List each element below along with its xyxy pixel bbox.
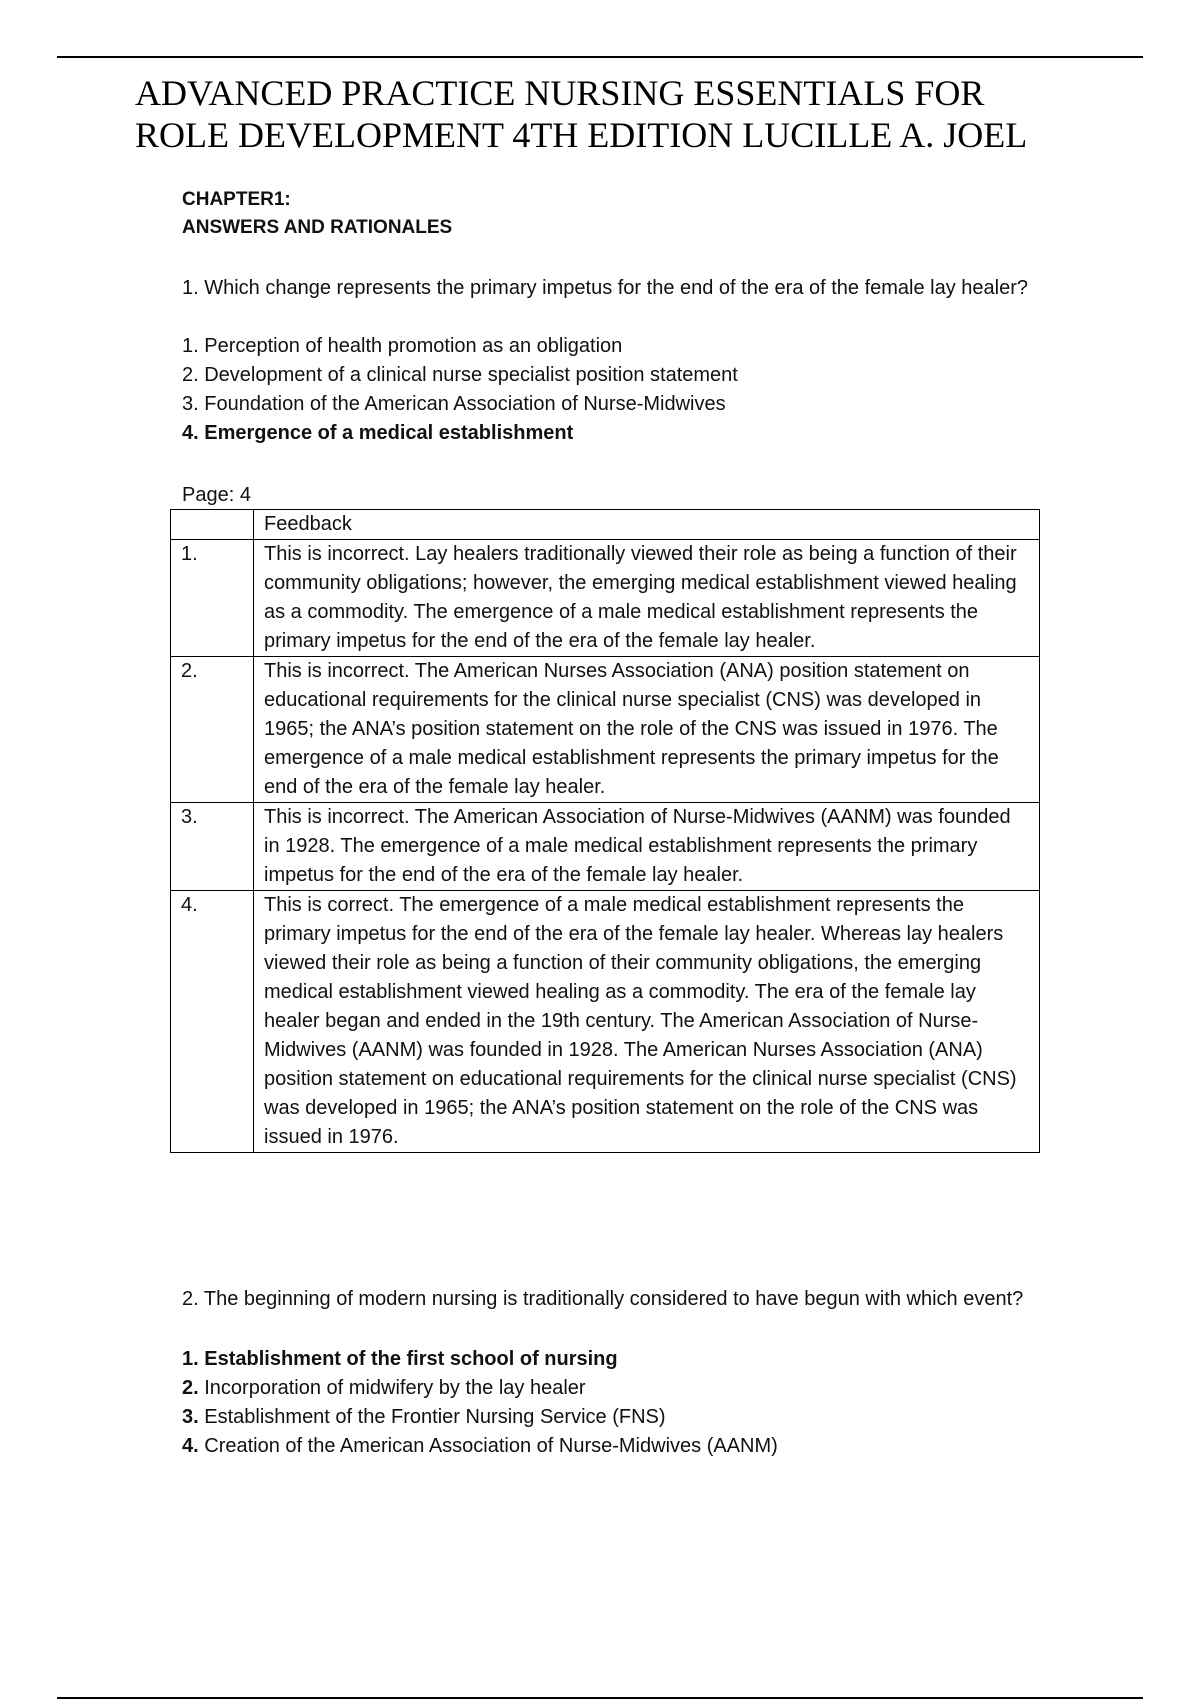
question-2-options — [182, 1345, 778, 1461]
option-text: Establishment of the Frontier Nursing Service (FNS) — [204, 1406, 666, 1428]
question-1-stem: 1. Which change represents the primary impetus for the end of the era of the female lay healer? — [182, 277, 1029, 299]
question-1-option-3: 3. Foundation of the American Association of Nurse-Midwives — [182, 393, 726, 415]
question-1-option-2: 2. Development of a clinical nurse specialist position statement — [182, 364, 738, 386]
feedback-row — [171, 803, 1040, 891]
top-rule — [57, 56, 1143, 58]
chapter-heading: CHAPTER1: — [182, 189, 291, 210]
option-number: 1. — [182, 1348, 199, 1370]
option-text: Establishment of the first school of nursing — [204, 1348, 618, 1370]
feedback-table — [170, 509, 1040, 1153]
feedback-header-row — [171, 510, 1040, 540]
feedback-text: This is incorrect. Lay healers traditionally viewed their role as being a function of their community obligations; however, the emerging medical establishment viewed healing as a commodity. The emergence of a male medical establishment represents the primary impetus for the end of the era of the female lay healer. — [254, 540, 1040, 657]
question-1-option-1: 1. Perception of health promotion as an obligation — [182, 335, 623, 357]
feedback-text: This is incorrect. The American Nurses Association (ANA) position statement on educational requirements for the clinical nurse specialist (CNS) was developed in 1965; the ANA’s position statement on the role of the CNS was issued in 1976. The emergence of a male medical establishment represents the primary impetus for the end of the era of the female lay healer. — [254, 657, 1040, 803]
document-title — [135, 72, 1095, 156]
question-2-stem: 2. The beginning of modern nursing is traditionally considered to have begun with which event? — [182, 1288, 1024, 1310]
page-reference: Page: 4 — [182, 484, 251, 506]
question-1-option-4-correct: 4. Emergence of a medical establishment — [182, 422, 574, 444]
feedback-text: This is correct. The emergence of a male medical establishment represents the primary impetus for the end of the era of the female lay healer. Whereas lay healers viewed their role as being a function of their community obligations, the emerging medical establishment viewed healing as a commodity. The era of the female lay healer began and ended in the 19th century. The American Association of Nurse-Midwives (AANM) was founded in 1928. The American Nurses Association (ANA) position statement on educational requirements for the clinical nurse specialist (CNS) was developed in 1965; the ANA’s position statement on the role of the CNS was issued in 1976. — [254, 891, 1040, 1153]
question-1-options — [182, 332, 738, 448]
option-number: 2. — [182, 1377, 199, 1399]
feedback-header-number-cell — [171, 510, 254, 540]
section-heading: ANSWERS AND RATIONALES — [182, 217, 453, 238]
question-2-option-4 — [182, 1432, 778, 1461]
question-2-option-1-correct — [182, 1345, 778, 1374]
feedback-number: 4. — [171, 891, 254, 1153]
feedback-row — [171, 891, 1040, 1153]
bottom-rule — [57, 1697, 1143, 1699]
option-number: 3. — [182, 1406, 199, 1428]
feedback-number: 2. — [171, 657, 254, 803]
title-line-2: ROLE DEVELOPMENT 4TH EDITION LUCILLE A. JOEL — [135, 115, 1028, 155]
feedback-number: 3. — [171, 803, 254, 891]
feedback-text: This is incorrect. The American Association of Nurse-Midwives (AANM) was founded in 1928. The emergence of a male medical establishment represents the primary impetus for the end of the era of the female lay healer. — [254, 803, 1040, 891]
option-text: Creation of the American Association of Nurse-Midwives (AANM) — [204, 1435, 778, 1457]
title-line-1: ADVANCED PRACTICE NURSING ESSENTIALS FOR — [135, 73, 985, 113]
feedback-number: 1. — [171, 540, 254, 657]
question-2-option-3 — [182, 1403, 778, 1432]
question-2-option-2 — [182, 1374, 778, 1403]
option-number: 4. — [182, 1435, 199, 1457]
feedback-row — [171, 657, 1040, 803]
option-text: Incorporation of midwifery by the lay healer — [204, 1377, 586, 1399]
feedback-row — [171, 540, 1040, 657]
feedback-header-cell: Feedback — [254, 510, 1040, 540]
